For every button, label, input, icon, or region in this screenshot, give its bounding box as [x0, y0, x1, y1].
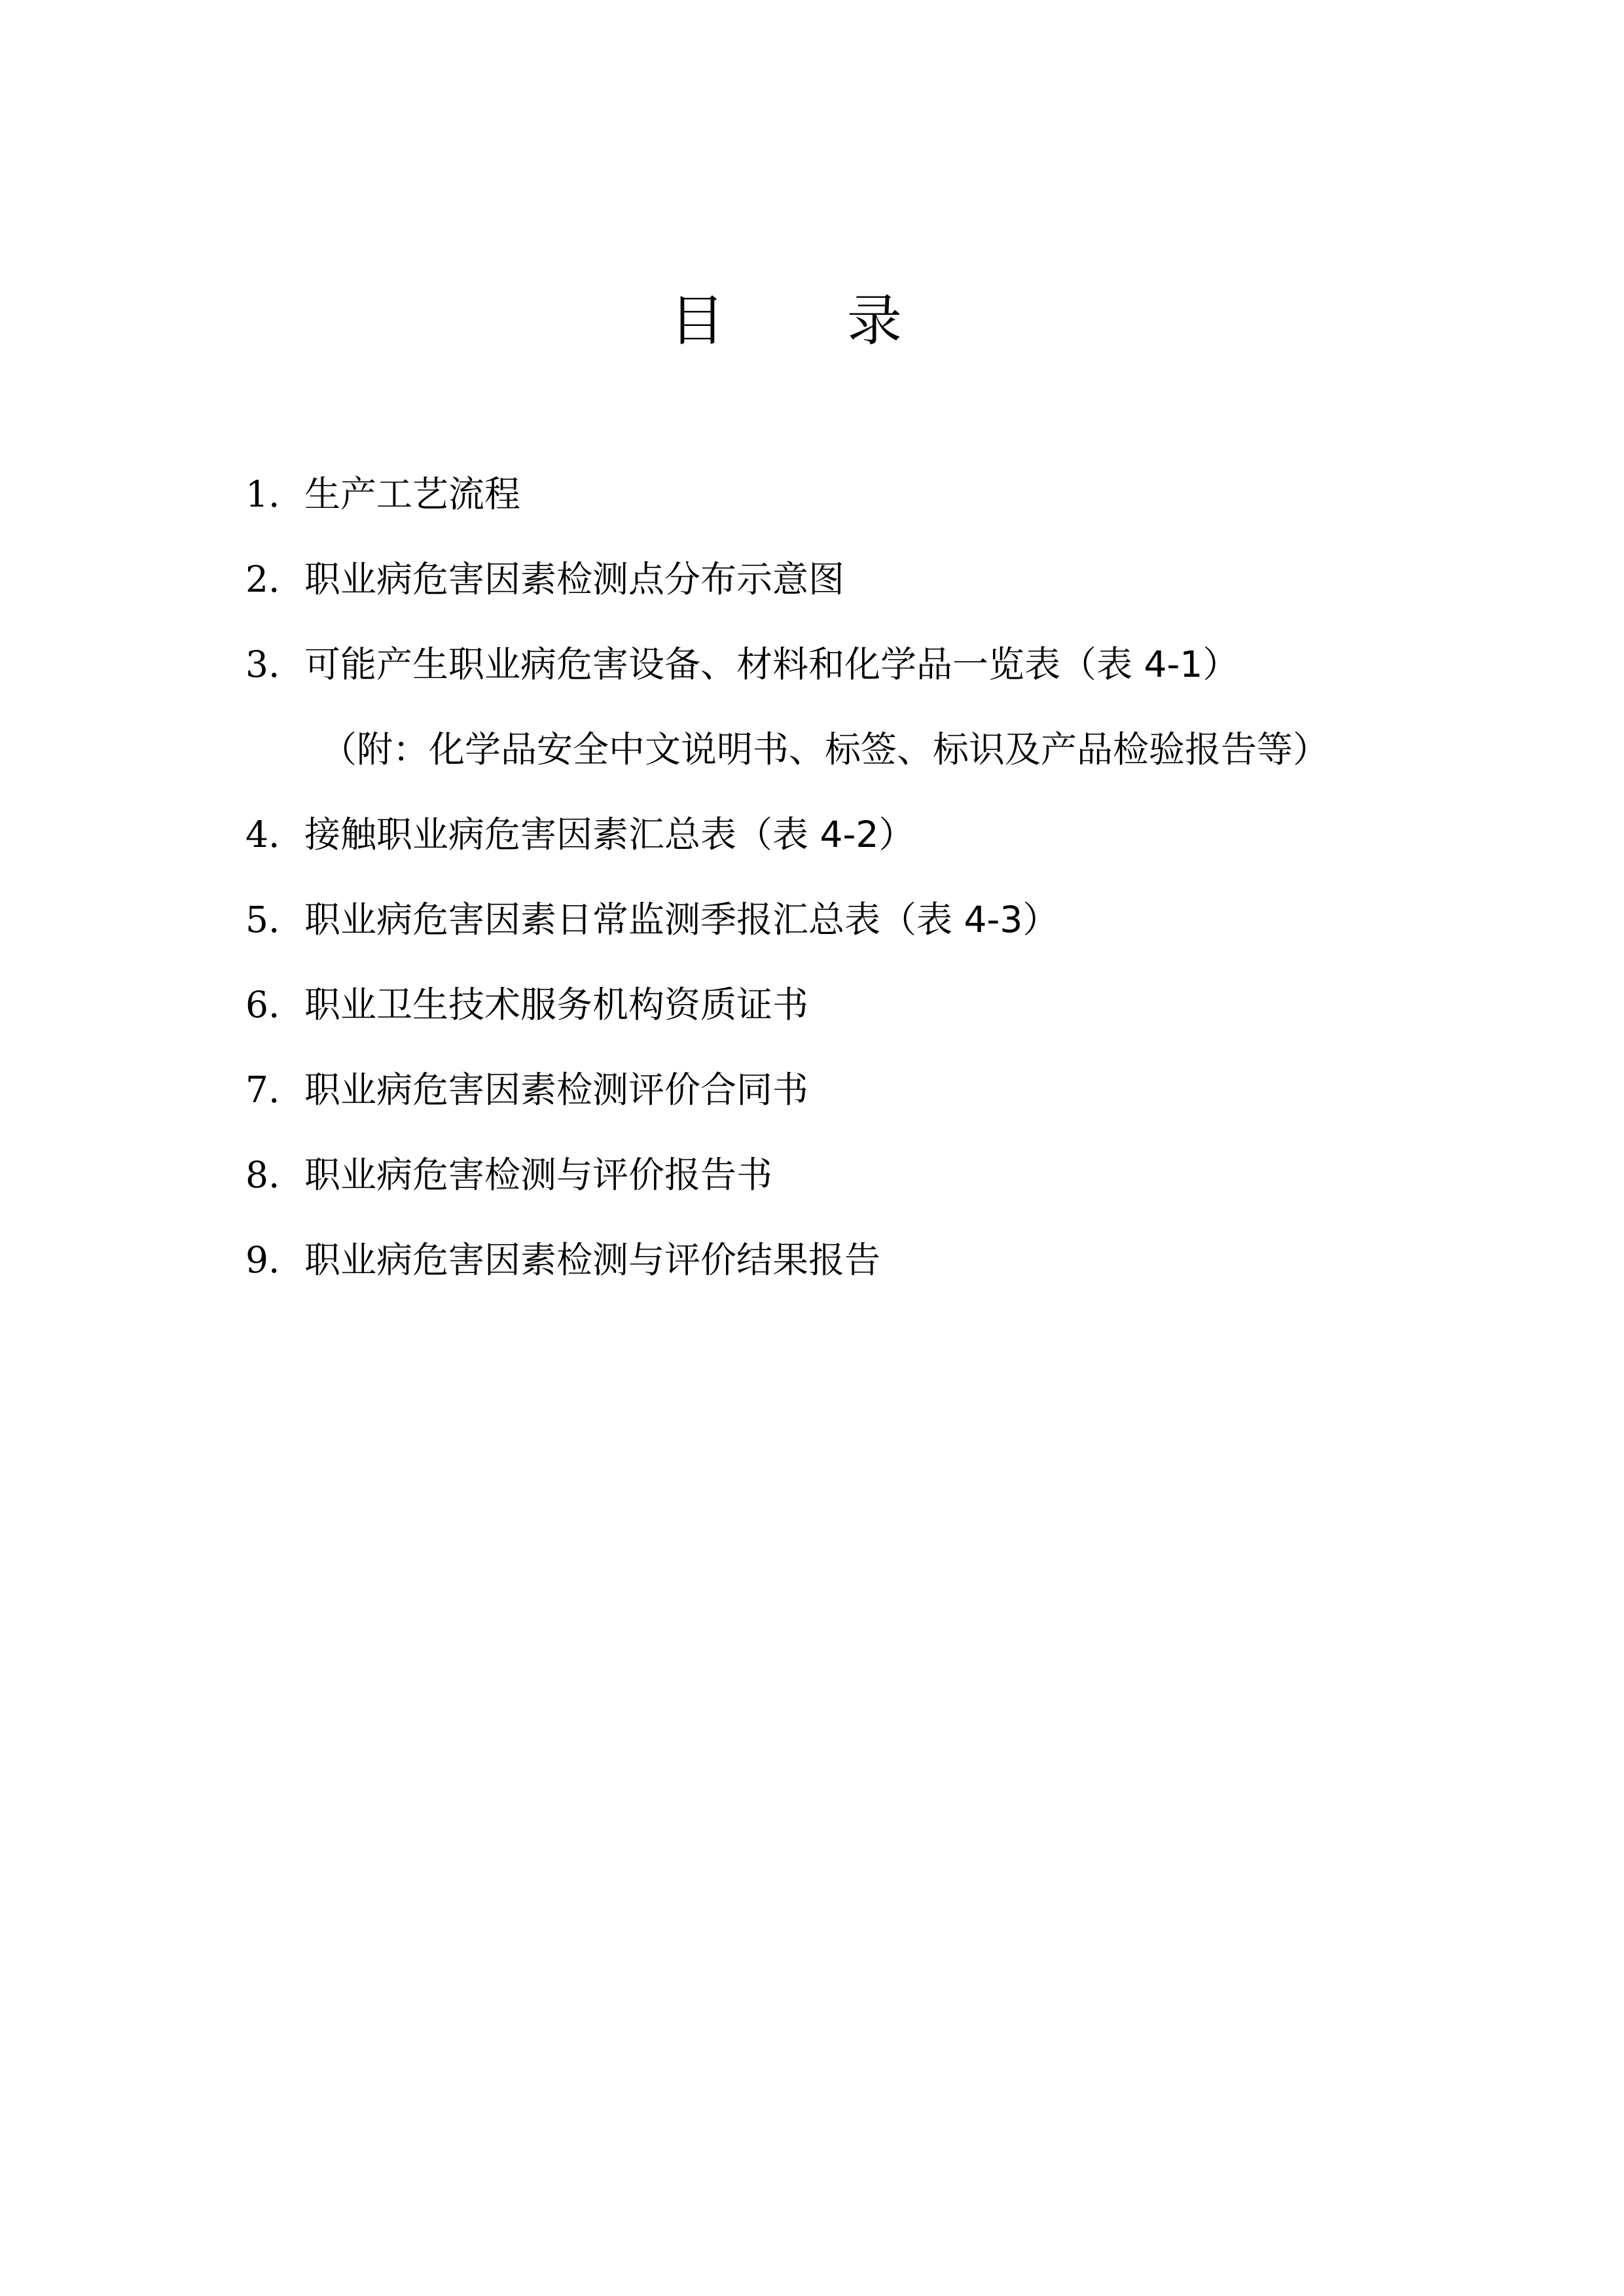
toc-item-text: 职业病危害检测与评价报告书: [304, 1154, 773, 1196]
toc-item-6: [245, 982, 808, 1028]
toc-item-text: 可能产生职业病危害设备、材料和化学品一览表（表 4-1）: [304, 643, 1239, 685]
toc-item-3-note: （附：化学品安全中文说明书、标签、标识及产品检验报告等）: [321, 728, 1329, 770]
toc-item-9: [245, 1237, 880, 1283]
toc-item-text: 职业病危害因素检测点分布示意图: [304, 558, 845, 600]
toc-item-text: 职业病危害因素检测评价合同书: [304, 1069, 809, 1111]
toc-item-8: [245, 1152, 772, 1198]
toc-item-number: 7.: [245, 1069, 280, 1111]
toc-item-number: 8.: [245, 1154, 280, 1196]
toc-item-text: 职业卫生技术服务机构资质证书: [304, 984, 809, 1026]
toc-item-text: 职业病危害因素日常监测季报汇总表（表 4-3）: [304, 899, 1059, 941]
toc-item-number: 1.: [245, 473, 280, 515]
toc-item-3: [245, 641, 1238, 687]
toc-item-number: 2.: [245, 558, 280, 600]
toc-item-text: 职业病危害因素检测与评价结果报告: [304, 1239, 881, 1281]
toc-item-1: [245, 471, 520, 517]
page-title: 目 录: [670, 289, 954, 353]
toc-item-7: [245, 1067, 808, 1113]
toc-item-number: 5.: [245, 899, 280, 941]
toc-item-number: 9.: [245, 1239, 280, 1281]
toc-item-text: 生产工艺流程: [304, 473, 521, 515]
toc-item-5: [245, 897, 1058, 942]
toc-item-number: 4.: [245, 814, 280, 855]
toc-item-text: 接触职业病危害因素汇总表（表 4-2）: [304, 814, 915, 855]
toc-item-number: 6.: [245, 984, 280, 1026]
toc-item-number: 3.: [245, 643, 280, 685]
toc-item-2: [245, 556, 844, 602]
toc-item-4: [245, 812, 914, 857]
